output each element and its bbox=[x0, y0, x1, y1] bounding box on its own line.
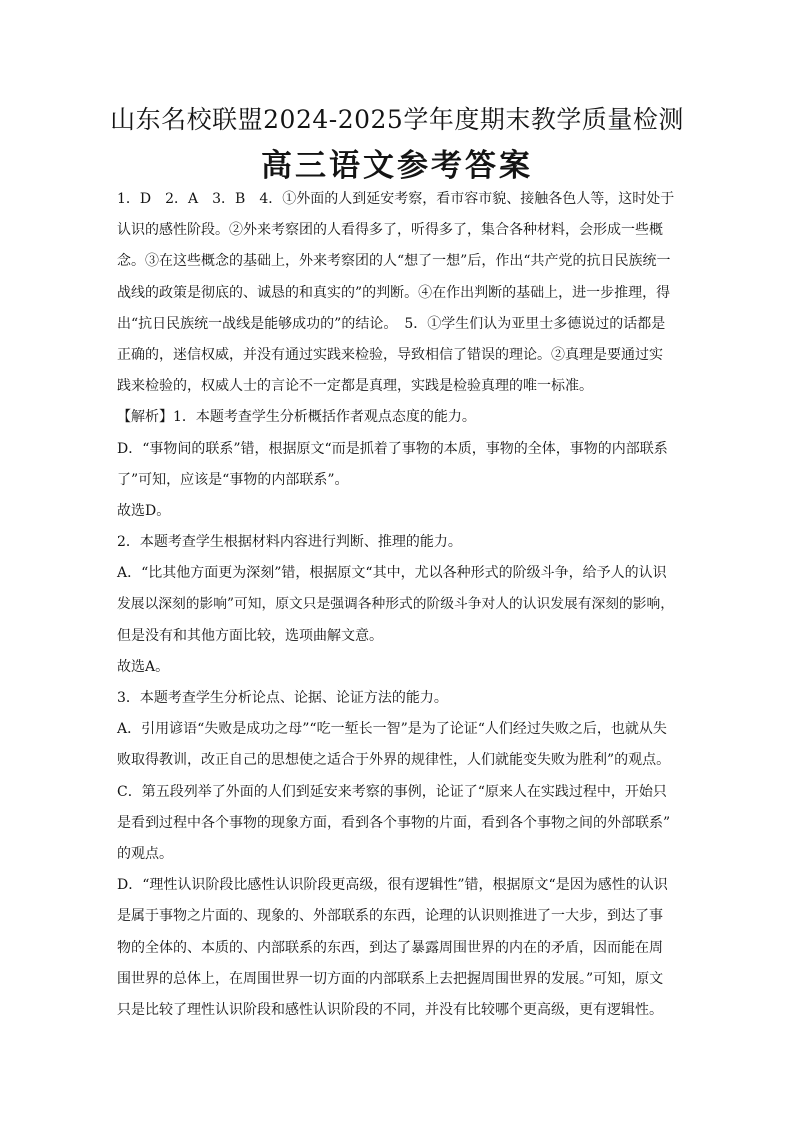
text-line: 认识的感性阶段。②外来考察团的人看得多了，听得多了，集合各种材料，会形成一些概 bbox=[117, 222, 663, 239]
text-line: 败取得教训，改正自己的思想使之适合于外界的规律性，人们就能变失败为胜利”的观点。 bbox=[117, 752, 671, 769]
text-line: 故选A。 bbox=[117, 658, 170, 675]
text-line: 只是比较了理性认识阶段和感性认识阶段的不同，并没有比较哪个更高级，更有逻辑性。 bbox=[117, 1001, 663, 1018]
text-line: D．“理性认识阶段比感性认识阶段更高级，很有逻辑性”错，根据原文“是因为感性的认识 bbox=[117, 877, 668, 894]
text-line: 了”可知，应该是“事物的内部联系”。 bbox=[117, 471, 349, 488]
text-line: D．“事物间的联系”错，根据原文“而是抓着了事物的本质，事物的全体，事物的内部联系 bbox=[117, 440, 668, 457]
text-line: 故选D。 bbox=[117, 502, 171, 519]
text-line: 是属于事物之片面的、现象的、外部联系的东西，论理的认识则推进了一大步，到达了事 bbox=[117, 908, 663, 925]
answer-body bbox=[117, 184, 677, 1026]
text-line: 念。③在这些概念的基础上，外来考察团的人“想了一想”后，作出“共产党的抗日民族统一 bbox=[117, 253, 671, 270]
text-line: 1．D 2．A 3．B 4．①外面的人到延安考察，看市容市貌、接触各色人等，这时处于 bbox=[117, 191, 675, 207]
text-line: 战线的政策是彻底的、诚恳的和真实的”的判断。④在作出判断的基础上，进一步推理，得 bbox=[117, 284, 671, 301]
text-line: C．第五段列举了外面的人们到延安来考察的事例，论证了“原来人在实践过程中，开始只 bbox=[117, 783, 667, 800]
text-line: 【解析】1．本题考查学生分析概括作者观点态度的能力。 bbox=[117, 409, 476, 426]
text-line: A．引用谚语“失败是成功之母”“吃一堑长一智”是为了论证“人们经过失败之后，也就从失 bbox=[117, 721, 667, 738]
text-line: 2．本题考查学生根据材料内容进行判断、推理的能力。 bbox=[117, 534, 462, 551]
text-line: 发展以深刻的影响”可知，原文只是强调各种形式的阶级斗争对人的认识发展有深刻的影响， bbox=[117, 596, 675, 613]
text-line: 但是没有和其他方面比较，选项曲解文意。 bbox=[117, 627, 383, 644]
text-line: 践来检验的，权威人士的言论不一定都是真理，实践是检验真理的唯一标准。 bbox=[117, 378, 593, 395]
text-line: 物的全体的、本质的、内部联系的东西，到达了暴露周围世界的内在的矛盾，因而能在周 bbox=[117, 939, 663, 956]
exam-title: 山东名校联盟2024-2025学年度期末教学质量检测 bbox=[110, 105, 684, 134]
text-line: 的观点。 bbox=[117, 845, 173, 862]
text-line: 是看到过程中各个事物的现象方面，看到各个事物的片面，看到各个事物之间的外部联系” bbox=[117, 814, 671, 831]
text-line: 3．本题考查学生分析论点、论据、论证方法的能力。 bbox=[117, 690, 448, 706]
text-line: 围世界的总体上，在周围世界一切方面的内部联系上去把握周围世界的发展。”可知，原文 bbox=[117, 970, 664, 987]
answer-key-title: 高三语文参考答案 bbox=[261, 148, 533, 184]
text-line: 出“抗日民族统一战线是能够成功的”的结论。 5．①学生们认为亚里士多德说过的话都是 bbox=[117, 315, 666, 332]
text-line: 正确的，迷信权威，并没有通过实践来检验，导致相信了错误的理论。②真理是要通过实 bbox=[117, 346, 663, 363]
text-line: A．“比其他方面更为深刻”错，根据原文“其中，尤以各种形式的阶级斗争，给予人的认识 bbox=[117, 565, 667, 582]
